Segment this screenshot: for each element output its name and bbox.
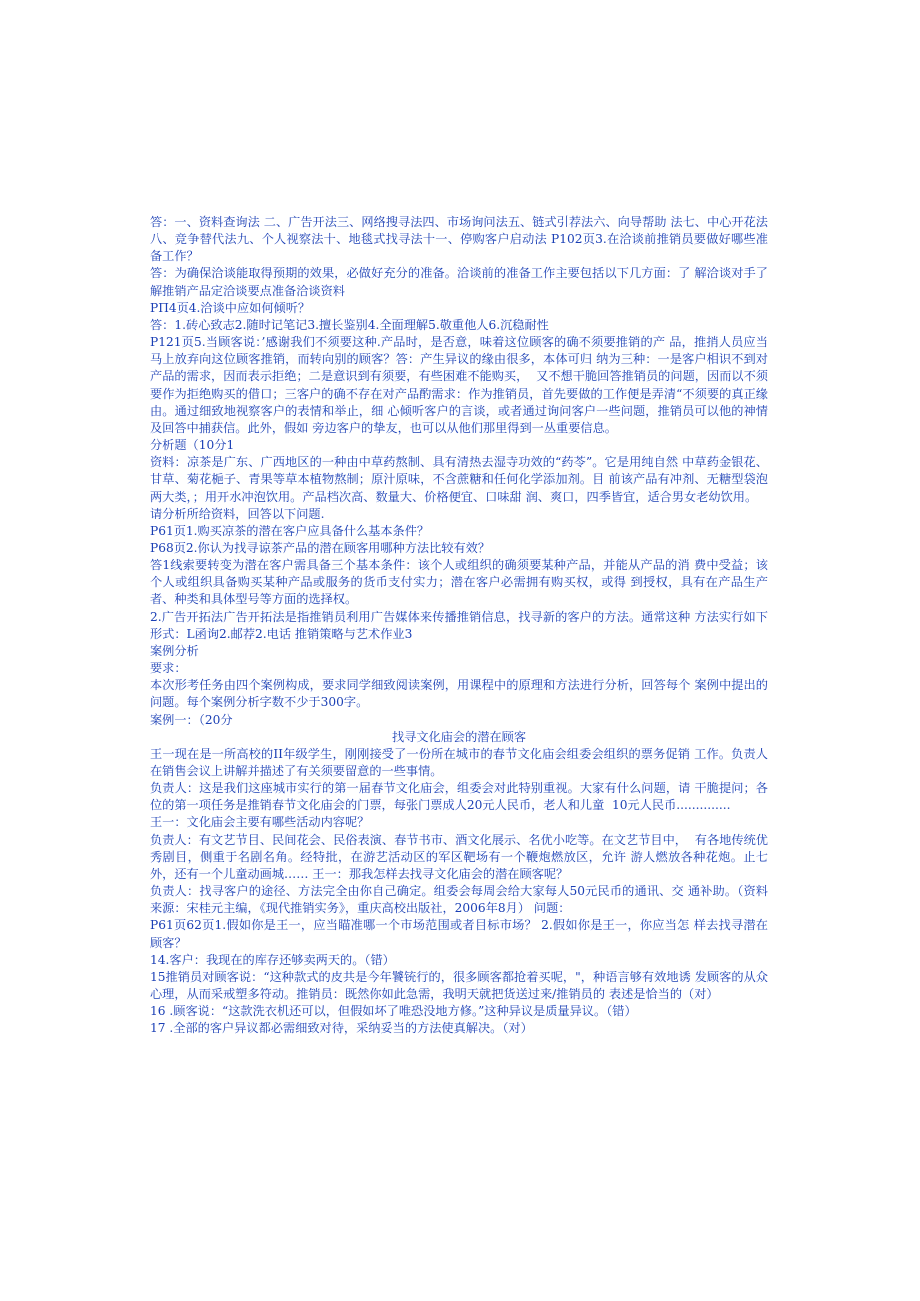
paragraph: 15推销员对顾客说：“这种款式的皮共是今年饕铳行的，很多顾客都抢着买呢，"，种语言够有效地诱 发顾客的从众心理，从而采戒塑多符动。推销员：既然你如此急需，我明天就把货送过来/推销员的 表述是恰当的（对） <box>150 969 768 1002</box>
paragraph: 14.客户：我现在的库存还够卖两天的。（错） <box>150 952 395 967</box>
paragraph: 答：1.砖心致志2.随时记笔记3.擅长鉴别4.全面理解5.敬重他人6.沉稳耐性 <box>150 317 549 332</box>
paragraph: 要求： <box>150 661 187 676</box>
document-page <box>150 214 768 1038</box>
section-heading: 案例分析 <box>150 643 199 658</box>
paragraph: 17 .全部的客户异议都必需细致对待，采纳妥当的方法使真解决。（对） <box>150 1021 533 1036</box>
paragraph: 负责人：找寻客户的途径、方法完全由你自己确定。组委会每周会给大家每人50元民币的通讯、交 通补助。（资料来源：宋桂元主编，《现代推销实务》，重庆高校出版社，2006年8月） 问题： <box>150 884 768 916</box>
paragraph: 请分析所给资料，回答以下问题. <box>150 506 325 521</box>
paragraph: 答：一、资料查询法 二、广告开法三、网络搜寻法四、市场询问法五、链式引荐法六、向导帮助 法七、中心开花法八、竞争替代法九、个人视察法十、地毯式找寻法十一、停购客户启动法 P102页3.在洽谈前推销员要做好哪些准备工作？ <box>150 215 768 264</box>
case-title: 找寻文化庙会的潜在顾客 <box>391 729 527 744</box>
paragraph: 负责人：有文艺节目、民间花会、民俗表演、春节书市、酒文化展示、名优小吃等。在文艺节目中， 有各地传统优秀剧目，侧重于名剧名角。经特批，在游艺活动区的军区靶场有一个鞭炮燃放区，允许 游人燃放各种花炮。止七外，还有一个儿童动画城…… 王一：那我怎样去找寻文化庙会的潜在顾客呢？ <box>150 832 768 881</box>
paragraph: 负责人：这是我们这座城市实行的第一届春节文化庙会，组委会对此特别重视。大家有什么问题，请 干脆提问；各位的第一项任务是推销春节文化庙会的门票，每张门票成人20元人民币，老人和儿童 10元人民币.............. <box>150 781 768 813</box>
paragraph: 答1线索要转变为潜在客户需具备三个基本条件：该个人或组织的确须要某种产品，并能从产品的消 费中受益；该个人或组织具备购买某种产品或服务的货币支付实力；潜在客户必需拥有购买权，或得 到授权，具有在产品生产者、种类和具体型号等方面的选择权。 <box>150 558 768 607</box>
paragraph: P121页5.当顾客说：’感谢我们不须要这种.产品时，是否意，味着这位顾客的确不须要推销的产 品，推捎人员应当马上放弃向这位顾客推销，而转向别的顾客？答：产生异议的缘由很多，本体可归 纳为三种：一是客户相识不到对产品的需求，因而表示拒绝；二是意识到有须要，有些困难不能购买， 又不想干脆回答推销员的问题，因而以不须要作为拒绝购买的借口；三客户的确不存在对产品酌需求：作为推销员，首先要做的工作便是弄清“不须要的真正缘由。通过细致地视察客户的表情和举止，细 心倾听客户的言谈，或者通过询问客户一些问题，推销员可以他的神情及回答中捕获信。此外，假如 旁边客户的挚友，也可以从他们那里得到一丛重要信息。 <box>150 335 768 435</box>
paragraph: 答：为确保洽谈能取得预期的效果，必做好充分的准备。洽谈前的准备工作主要包括以下几方面：了 解洽谈对手了解推销产品定洽谈要点准备洽谈资料 <box>150 266 768 298</box>
paragraph: PΠ4页4.洽谈中应如何倾听？ <box>150 300 311 315</box>
question: P68页2.你认为找寻谅茶产品的潜在顾客用哪种方法比较有效？ <box>150 540 491 555</box>
section-heading: 分析题（10分1 <box>150 438 235 453</box>
paragraph: 本次形考任务由四个案例构成，要求同学细致阅读案例，用课程中的原理和方法进行分析，回答每个 案例中提出的问题。每个案例分析字数不少于300字。 <box>150 678 768 710</box>
paragraph: 王一现在是一所高校的II年级学生，刚刚接受了一份所在城市的春节文化庙会组委会组织的票务促销 工作。负责人在销售会议上讲解并描述了有关须要留意的一些事情。 <box>150 746 768 778</box>
question: P61页62页1.假如你是王一，应当瞄准哪一个市场范围或者目标市场？ 2.假如你是王一，你应当怎 样去找寻潜在顾客？ <box>150 918 768 950</box>
paragraph: 16 .顾客说：“这款洗衣机还可以，但假如坏了唯恐没地方修。”这种异议是质量异议。（错） <box>150 1004 637 1019</box>
paragraph: 王一：文化庙会主要有哪些活动内容呢？ <box>150 815 370 830</box>
section-heading: 案例一：（20分 <box>150 712 233 727</box>
paragraph: 2.广告开拓法广告开拓法是指推销员利用广告媒体来传播推销信息，找寻新的客户的方法。通常这种 方法实行如下形式：L函询2.邮荐2.电话 推销策略与艺术作业3 <box>150 609 768 641</box>
question: P61页1.购买凉茶的潜在客户应具备什么基本条件？ <box>150 523 430 538</box>
paragraph: 资料：凉茶是广东、广西地区的一种由中草药熬制、具有清热去湿寺功效的“药苓”。它是用纯自然 中草药金银花、甘草、菊花梔子、青果等草本植物熬制；原汁原味，不含蔗糖和任何化学添加剂。目 前该产品有冲剂、无糖型袋泡两大类，；用开水冲泡饮用。产品档次高、数量大、价格便宜、口味甜 润、爽口，四季皆宜，适合男女老幼饮用。 <box>150 455 768 504</box>
